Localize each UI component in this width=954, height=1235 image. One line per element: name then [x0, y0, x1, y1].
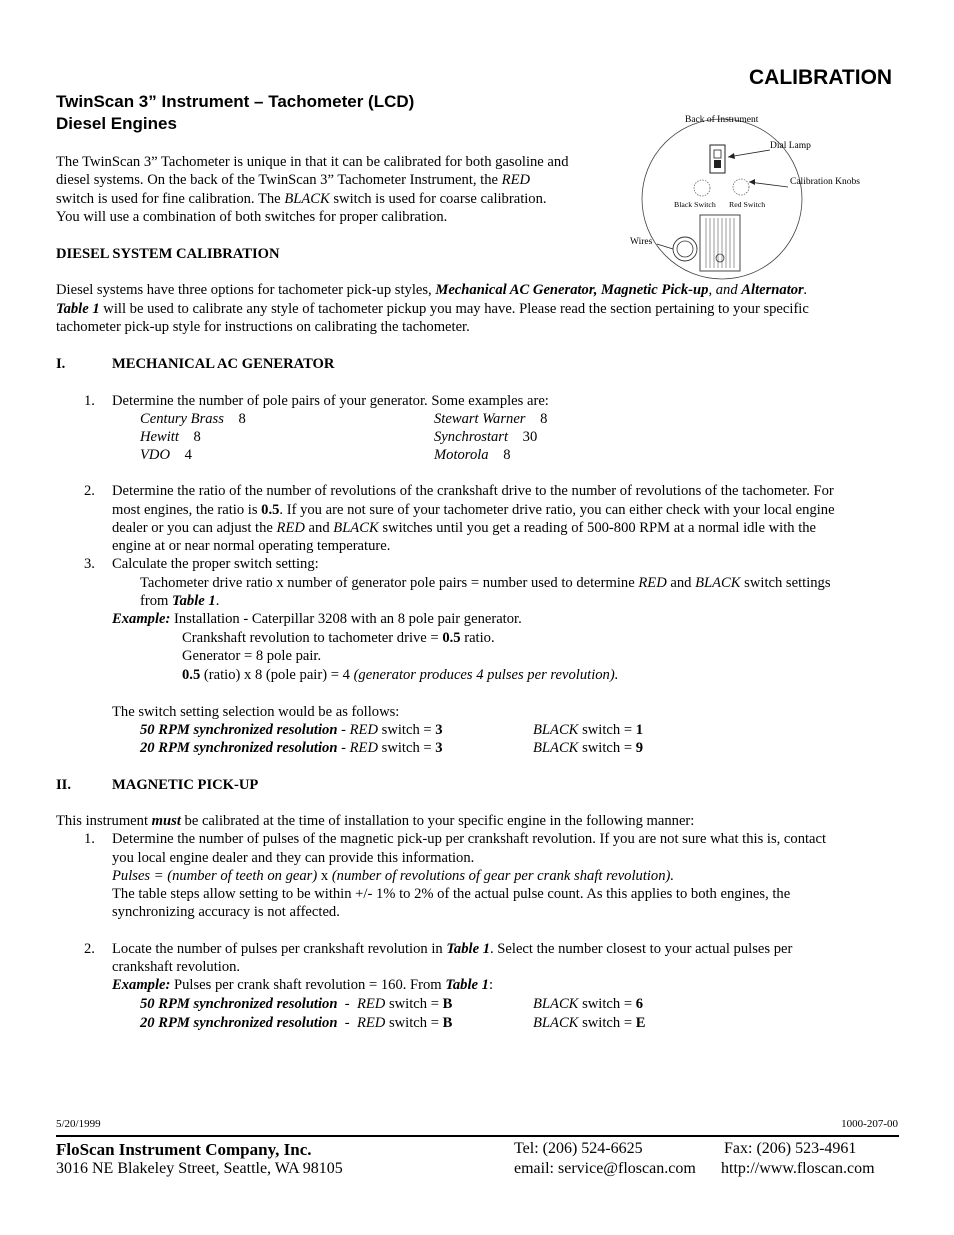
example-line: Example: Pulses per crank shaft revolution = 160. From Table 1:: [112, 977, 494, 993]
company-name: FloScan Instrument Company, Inc.: [56, 1140, 312, 1159]
formula-line: Tachometer drive ratio x number of generator pole pairs = number used to determine RED and BLACK switch settings: [140, 575, 831, 591]
list-number: 1.: [84, 831, 95, 847]
example-line: Example: Installation - Caterpillar 3208 with an 8 pole pair generator.: [112, 611, 522, 627]
doc-number: 1000-207-00: [841, 1118, 898, 1130]
list-number: 3.: [84, 556, 95, 572]
list-item-text: crankshaft revolution.: [112, 959, 241, 975]
company-email[interactable]: email: service@floscan.com: [514, 1160, 696, 1177]
doc-date: 5/20/1999: [56, 1118, 101, 1130]
list-item-text: Calculate the proper switch setting:: [112, 556, 319, 572]
switch-setting-black: BLACK switch = 9: [533, 740, 643, 756]
label-dial-lamp: Dial Lamp: [770, 141, 811, 151]
company-website-link[interactable]: http://www.floscan.com: [721, 1160, 875, 1177]
diesel-paragraph-line: Diesel systems have three options for tachometer pick-up styles, Mechanical AC Generator, Magnetic Pick-up, and Alternator.: [56, 282, 808, 298]
instrument-back-diagram: [620, 112, 900, 282]
pulses-formula: Pulses = (number of teeth on gear) x (number of revolutions of gear per crank shaft revolution).: [112, 868, 675, 884]
example-line: Generator = 8 pole pair.: [182, 648, 322, 664]
section-number: II.: [56, 777, 72, 793]
section-heading-diesel: DIESEL SYSTEM CALIBRATION: [56, 246, 280, 262]
generator-example: VDO 4: [140, 447, 192, 463]
diesel-paragraph-line: Table 1 will be used to calibrate any style of tachometer pickup you may have. Please read the section pertaining to your specific: [56, 301, 809, 317]
label-red-switch: Red Switch: [729, 200, 766, 209]
diesel-paragraph-line: tachometer pick-up style for instructions on calibrating the tachometer.: [56, 319, 470, 335]
generator-example: Century Brass 8: [140, 411, 246, 427]
formula-line: from Table 1.: [140, 593, 220, 609]
intro-line: You will use a combination of both switches for proper calibration.: [56, 209, 448, 225]
label-back-of-instrument: Back of Instrument: [685, 115, 759, 125]
list-number: 2.: [84, 941, 95, 957]
label-black-switch: Black Switch: [674, 200, 716, 209]
intro-line: The TwinScan 3” Tachometer is unique in that it can be calibrated for both gasoline and: [56, 154, 569, 170]
switch-setting-row: 20 RPM synchronized resolution - RED switch = 3: [140, 740, 443, 756]
company-fax: Fax: (206) 523-4961: [724, 1140, 857, 1157]
doc-subtitle-line2: Diesel Engines: [56, 114, 177, 133]
list-item-text: most engines, the ratio is 0.5. If you are not sure of your tachometer drive ratio, you can either check with your local engine: [112, 502, 835, 518]
list-item-text: dealer or you can adjust the RED and BLACK switches until you get a reading of 500-800 RPM at a normal idle with the: [112, 520, 817, 536]
example-line: Crankshaft revolution to tachometer drive = 0.5 ratio.: [182, 630, 495, 646]
doc-subtitle-line1: TwinScan 3” Instrument – Tachometer (LCD): [56, 92, 415, 111]
switch-setting-black: BLACK switch = 6: [533, 996, 643, 1012]
generator-example: Synchrostart 30: [434, 429, 538, 445]
list-item-text: Locate the number of pulses per crankshaft revolution in Table 1. Select the number closest to your actual pulses per: [112, 941, 793, 957]
section-heading-mechanical-ac: MECHANICAL AC GENERATOR: [112, 356, 335, 372]
list-item-text: Determine the number of pole pairs of your generator. Some examples are:: [112, 393, 549, 409]
company-tel: Tel: (206) 524-6625: [514, 1140, 643, 1157]
generator-example: Stewart Warner 8: [434, 411, 548, 427]
page-title: CALIBRATION: [749, 66, 893, 89]
section-number: I.: [56, 356, 66, 372]
switch-setting-row: 50 RPM synchronized resolution - RED switch = B: [140, 996, 453, 1012]
footer-divider: [56, 1135, 899, 1137]
generator-example: Motorola 8: [434, 447, 511, 463]
list-item-text: synchronizing accuracy is not affected.: [112, 904, 340, 920]
label-wires: Wires: [630, 237, 653, 247]
switch-setting-black: BLACK switch = 1: [533, 722, 643, 738]
switch-setting-row: 20 RPM synchronized resolution - RED switch = B: [140, 1015, 453, 1031]
intro-line: diesel systems. On the back of the TwinScan 3” Tachometer Instrument, the RED: [56, 172, 531, 188]
magnetic-intro: This instrument must be calibrated at the time of installation to your specific engine in the following manner:: [56, 813, 695, 829]
list-item-text: you local engine dealer and they can provide this information.: [112, 850, 475, 866]
generator-example: Hewitt 8: [140, 429, 201, 445]
example-line: 0.5 (ratio) x 8 (pole pair) = 4 (generator produces 4 pulses per revolution).: [182, 667, 619, 683]
list-number: 2.: [84, 483, 95, 499]
list-number: 1.: [84, 393, 95, 409]
switch-setting-row: 50 RPM synchronized resolution - RED switch = 3: [140, 722, 443, 738]
company-address: 3016 NE Blakeley Street, Seattle, WA 98105: [56, 1160, 343, 1177]
list-item-text: engine at or near normal operating temperature.: [112, 538, 391, 554]
list-item-text: Determine the number of pulses of the magnetic pick-up per crankshaft revolution. If you are not sure what this is, contact: [112, 831, 827, 847]
switch-setting-black: BLACK switch = E: [533, 1015, 646, 1031]
intro-line: switch is used for fine calibration. The BLACK switch is used for coarse calibration.: [56, 191, 547, 207]
list-item-text: The table steps allow setting to be within +/- 1% to 2% of the actual pulse count. As this applies to both engines, the: [112, 886, 791, 902]
section-heading-magnetic-pickup: MAGNETIC PICK-UP: [112, 777, 259, 793]
list-item-text: Determine the ratio of the number of revolutions of the crankshaft drive to the number of revolutions of the tachometer. For: [112, 483, 834, 499]
selection-intro: The switch setting selection would be as follows:: [112, 704, 400, 720]
instrument-diagram-svg: [620, 112, 900, 282]
label-calibration-knobs: Calibration Knobs: [790, 177, 860, 187]
